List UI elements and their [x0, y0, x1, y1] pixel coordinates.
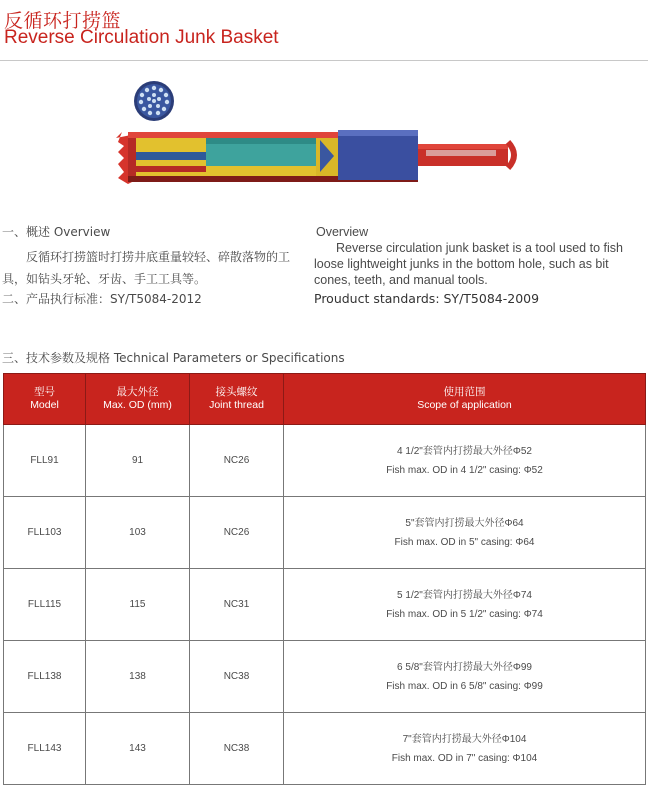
- table-row: [4, 425, 646, 497]
- overview-body-en: [314, 240, 646, 288]
- table-row: [4, 713, 646, 785]
- spec-table: [3, 373, 646, 785]
- cell-thread: NC26: [190, 425, 284, 497]
- cell-thread: NC26: [190, 497, 284, 569]
- cell-model: FLL91: [4, 425, 86, 497]
- col-header-model: 型号 Model: [4, 374, 86, 425]
- basket-cutaway: [116, 130, 514, 184]
- cell-thread: NC38: [190, 713, 284, 785]
- overview-body-cn: [2, 246, 292, 290]
- cell-model: FLL115: [4, 569, 86, 641]
- col-header-joint-thread: 接头螺纹 Joint thread: [190, 374, 284, 425]
- title-divider: [0, 60, 648, 61]
- cell-max-od: 143: [86, 713, 190, 785]
- cell-scope: 6 5/8"套管内打捞最大外径Φ99 Fish max. OD in 6 5/8" casing: Φ99: [284, 641, 646, 713]
- cell-scope: 5"套管内打捞最大外径Φ64 Fish max. OD in 5" casing: Φ64: [284, 497, 646, 569]
- cell-max-od: 138: [86, 641, 190, 713]
- page-title-cn: 反循环打捞篮: [4, 10, 122, 32]
- page-title-en: Reverse Circulation Junk Basket: [4, 27, 279, 48]
- product-illustration: [108, 80, 528, 200]
- cell-thread: NC38: [190, 641, 284, 713]
- table-row: [4, 641, 646, 713]
- cell-scope: 5 1/2"套管内打捞最大外径Φ74 Fish max. OD in 5 1/2" casing: Φ74: [284, 569, 646, 641]
- end-view-disc: [134, 81, 174, 121]
- overview-body-cn-text: 反循环打捞篮时打捞井底重量较轻、碎散落物的工具，如钻头牙轮、牙齿、手工工具等。: [2, 250, 291, 286]
- cell-max-od: 91: [86, 425, 190, 497]
- cell-max-od: 115: [86, 569, 190, 641]
- standard-en: Prouduct standards: SY/T5084-2009: [314, 291, 540, 306]
- table-row: [4, 569, 646, 641]
- cell-model: FLL138: [4, 641, 86, 713]
- cell-thread: NC31: [190, 569, 284, 641]
- cell-model: FLL103: [4, 497, 86, 569]
- spec-table-header-row: [4, 374, 646, 425]
- cell-max-od: 103: [86, 497, 190, 569]
- cell-scope: 7"套管内打捞最大外径Φ104 Fish max. OD in 7" casing: Φ104: [284, 713, 646, 785]
- params-heading: 三、技术参数及规格 Technical Parameters or Specifications: [2, 351, 345, 365]
- overview-body-en-text: Reverse circulation junk basket is a tool used to fish loose lightweight junks in the bottom hole, such as bit cones, teeth, and manual tools.: [314, 241, 623, 287]
- overview-heading-cn: 一、概述 Overview: [2, 225, 111, 239]
- table-row: [4, 497, 646, 569]
- col-header-max-od: 最大外径 Max. OD (mm): [86, 374, 190, 425]
- standard-cn: 二、产品执行标准：SY/T5084-2012: [2, 292, 202, 306]
- cell-scope: 4 1/2"套管内打捞最大外径Φ52 Fish max. OD in 4 1/2" casing: Φ52: [284, 425, 646, 497]
- overview-heading-en: Overview: [316, 225, 369, 239]
- cell-model: FLL143: [4, 713, 86, 785]
- col-header-scope: 使用范围 Scope of application: [284, 374, 646, 425]
